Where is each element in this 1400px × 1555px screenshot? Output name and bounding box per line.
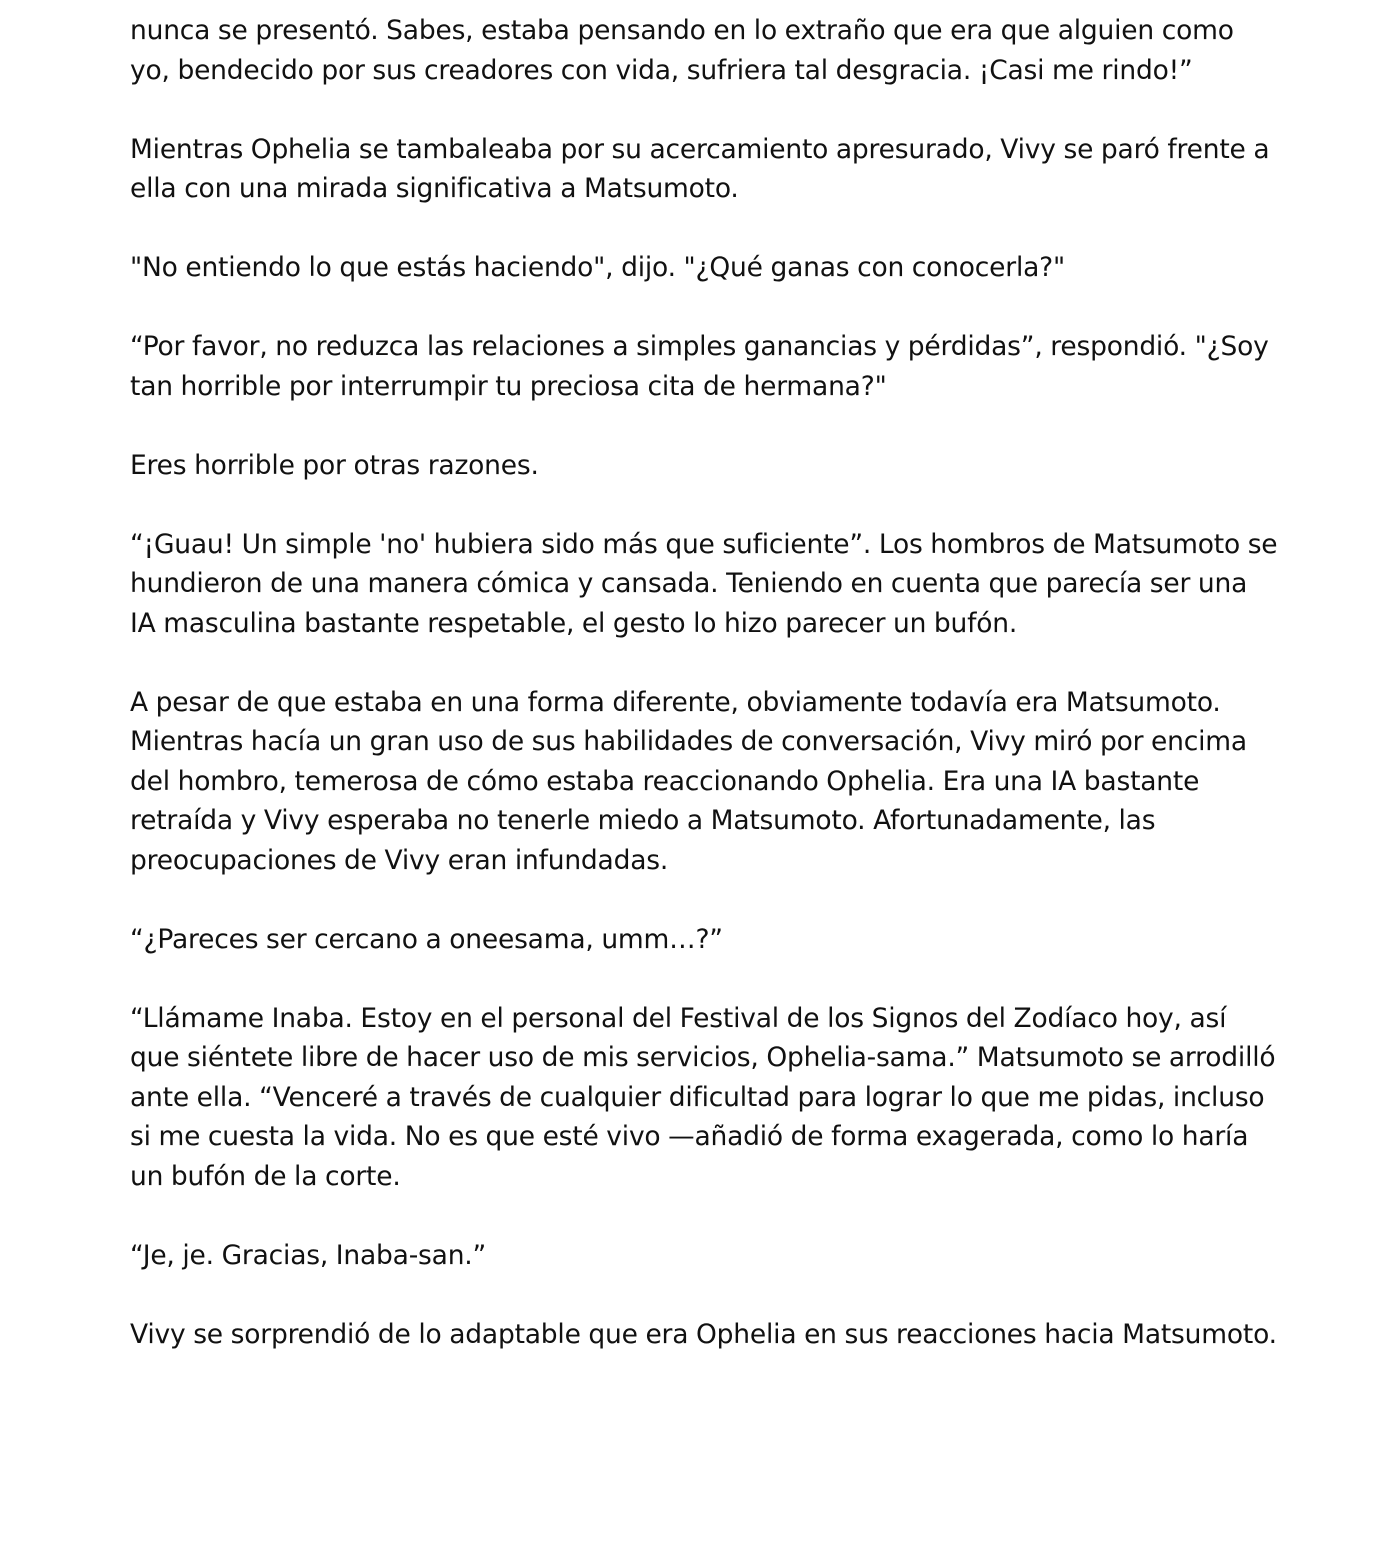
paragraph: "No entiendo lo que estás haciendo", dijo. "¿Qué ganas con conocerla?" [130,252,1066,283]
paragraph: Vivy se sorprendió de lo adaptable que era Ophelia en sus reacciones hacia Matsumoto. [130,1318,1277,1350]
document-body [130,11,1280,1394]
paragraph: “¿Pareces ser cercano a oneesama, umm…?” [130,923,723,955]
paragraph: “Llámame Inaba. Estoy en el personal del Festival de los Signos del Zodíaco hoy, así que siéntete libre de hacer uso de mis servicios, Ophelia-sama.” Matsumoto se arrodilló ante ella. “Venceré a través de cualquier dificultad para lograr lo que me pidas, incluso si me cuesta la vida. No es que esté vivo —añadió de forma exagerada, como lo haría un bufón de la corte. [130,1002,1276,1192]
paragraph: “Je, je. Gracias, Inaba-san.” [130,1239,487,1271]
paragraph: A pesar de que estaba en una forma diferente, obviamente todavía era Matsumoto. Mientras hacía un gran uso de sus habilidades de conversación, Vivy miró por encima del hombro, temerosa de cómo estaba reaccionando Ophelia. Era una IA bastante retraída y Vivy esperaba no tenerle miedo a Matsumoto. Afortunadamente, las preocupaciones de Vivy eran infundadas. [130,686,1247,876]
paragraph: “Por favor, no reduzca las relaciones a simples ganancias y pérdidas”, respondió. "¿Soy tan horrible por interrumpir tu preciosa cita de hermana?" [130,331,1269,402]
paragraph: nunca se presentó. Sabes, estaba pensando en lo extraño que era que alguien como yo, bendecido por sus creadores con vida, sufriera tal desgracia. ¡Casi me rindo!” [130,15,1234,86]
paragraph: “¡Guau! Un simple 'no' hubiera sido más que suficiente”. Los hombros de Matsumoto se hundieron de una manera cómica y cansada. Teniendo en cuenta que parecía ser una IA masculina bastante respetable, el gesto lo hizo parecer un bufón. [130,528,1278,639]
paragraph: Eres horrible por otras razones. [130,449,539,481]
paragraph: Mientras Ophelia se tambaleaba por su acercamiento apresurado, Vivy se paró frente a ella con una mirada significativa a Matsumoto. [130,133,1270,204]
